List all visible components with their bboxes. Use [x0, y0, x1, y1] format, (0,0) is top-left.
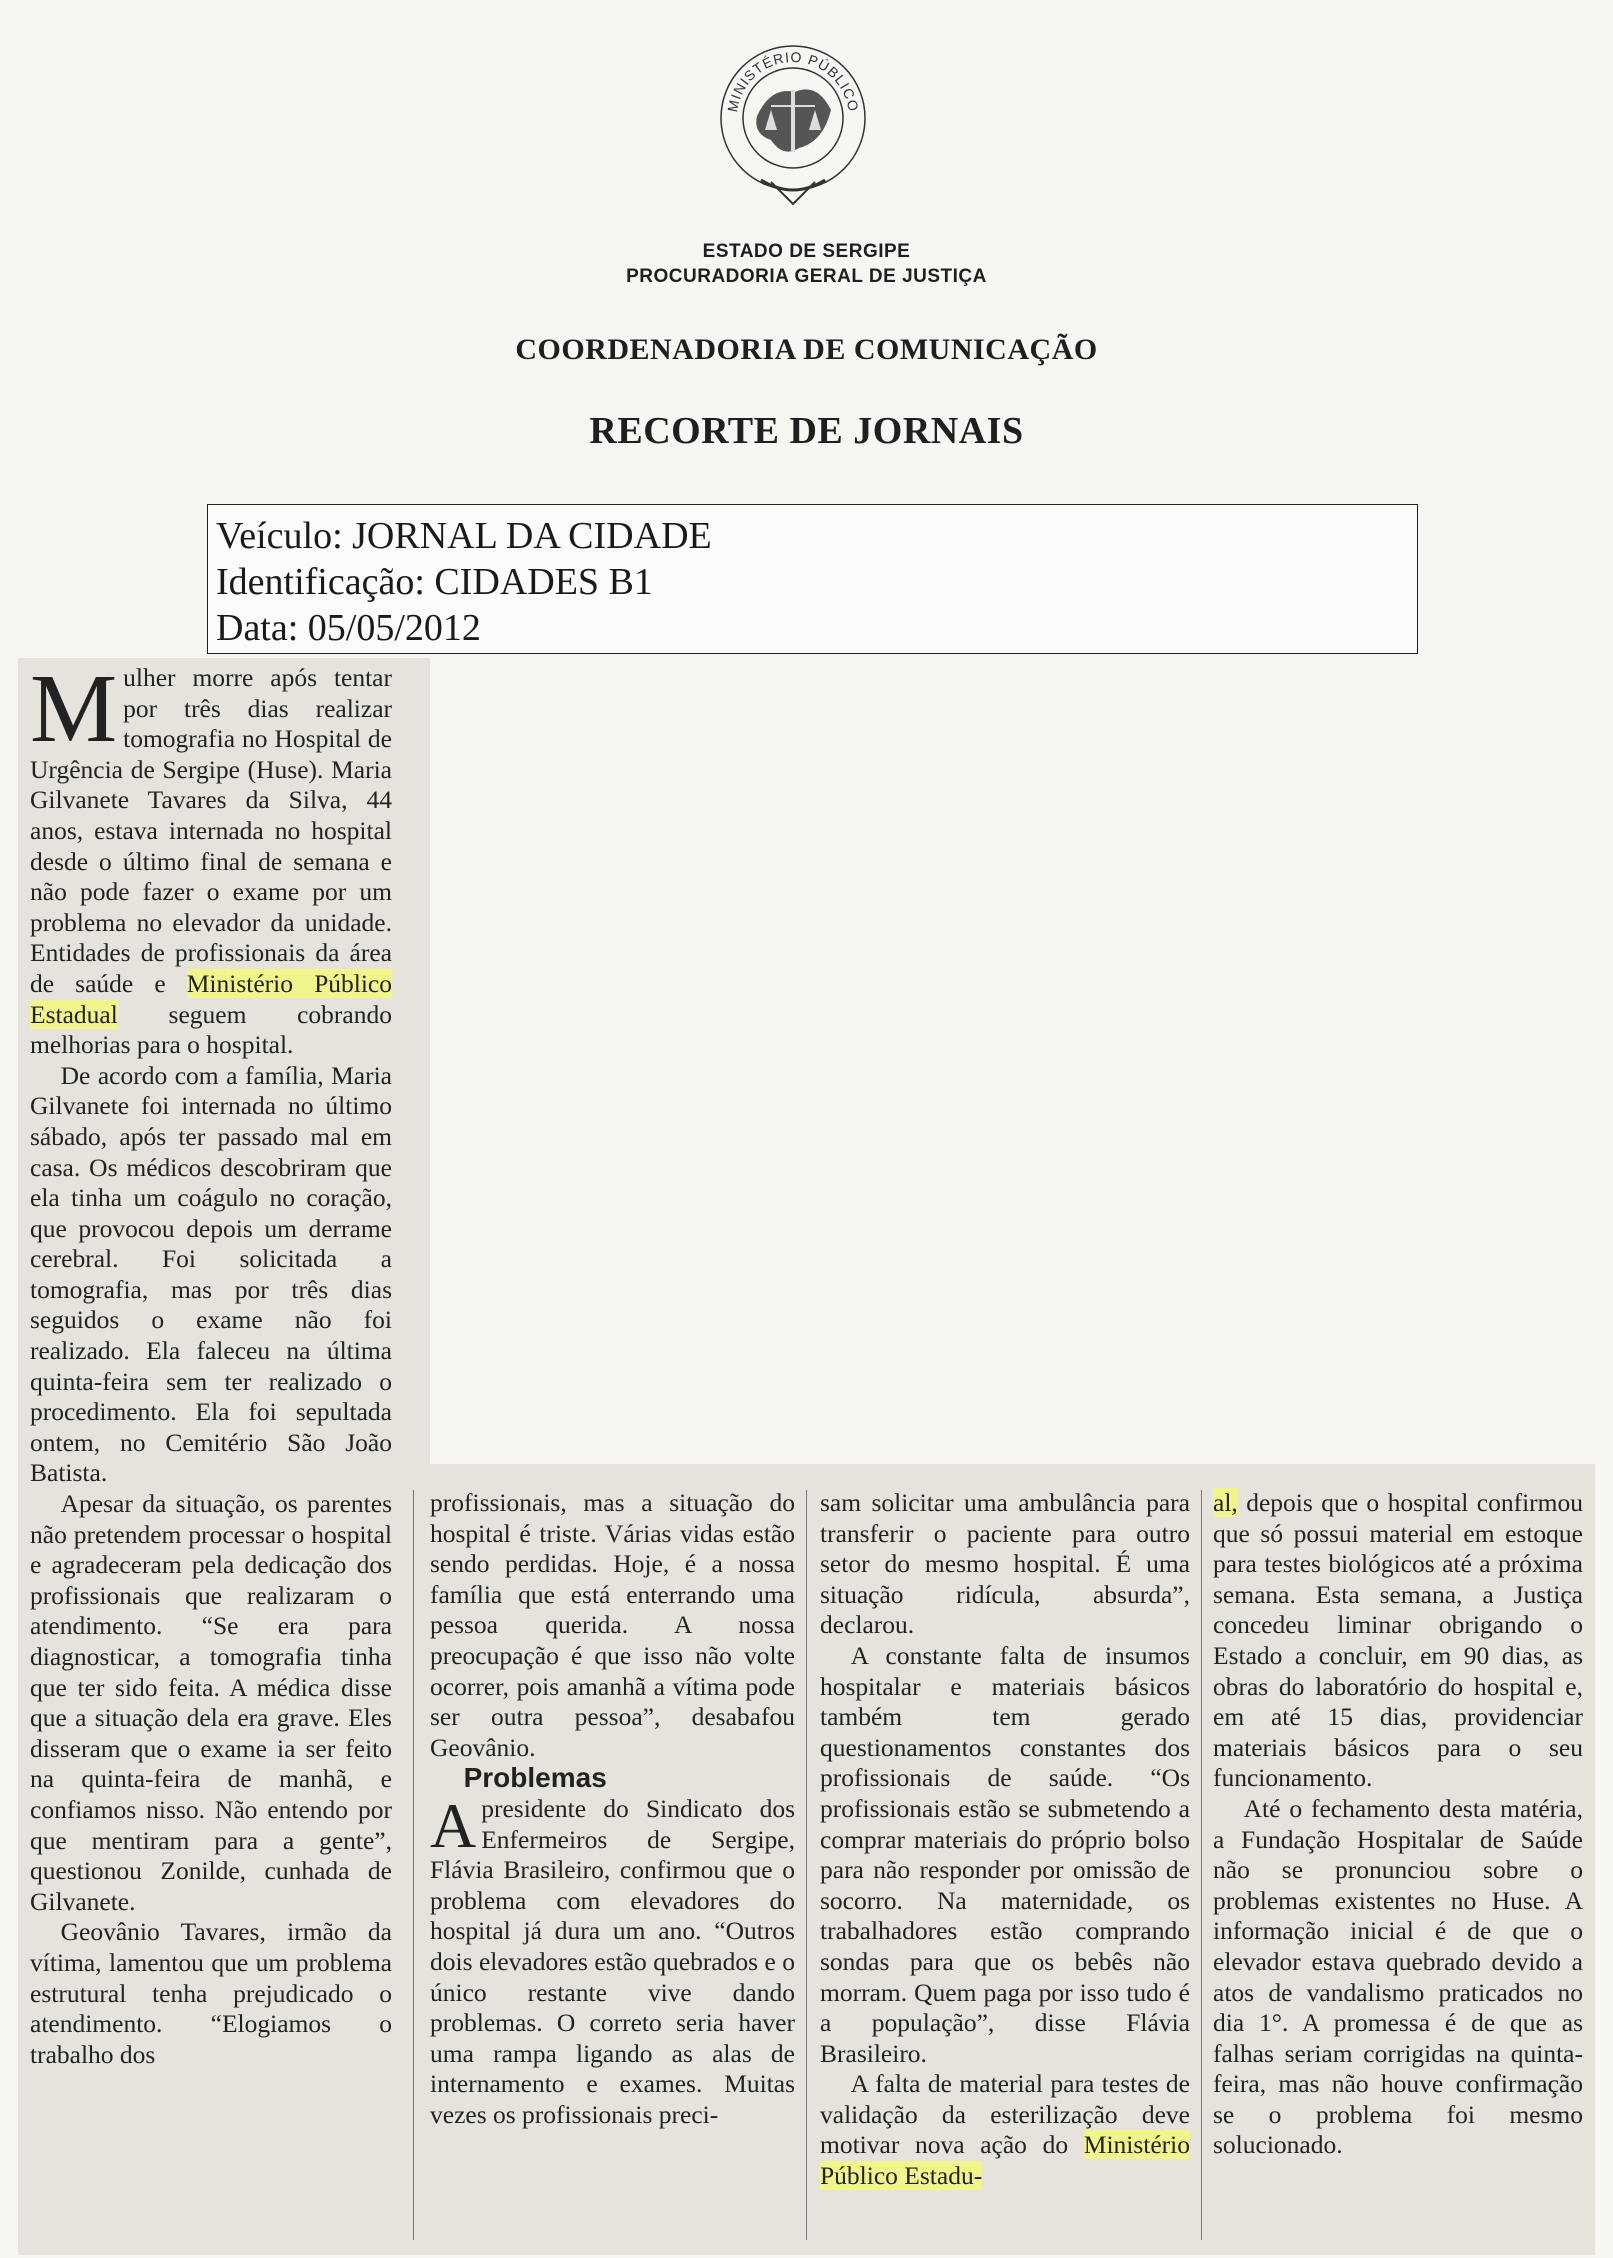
identification-line: Identificação: CIDADES B1 — [216, 561, 653, 603]
ministerio-publico-seal-logo — [713, 30, 873, 210]
article-paragraph: sam solicitar uma ambulância para transferir o paciente para outro setor do mesmo hospital. É uma situação ridícula, absurda”, declarou. — [820, 1488, 1190, 1640]
article-paragraph: Apresidente do Sindicato dos Enfermeiros de Sergipe, Flávia Brasileiro, confirmou que o problema com elevadores do hospital já dura um ano. “Outros dois elevadores estão quebrados e o único restante vive dando problemas. O correto seria haver uma rampa ligando as alas de internamento e exames. Muitas vezes os profissionais preci- — [430, 1789, 795, 2129]
column-rule — [1201, 1490, 1202, 2240]
highlighted-text: al, — [1213, 1488, 1238, 1517]
article-paragraph: A constante falta de insumos hospitalar e materiais básicos também tem gerado questionamentos constantes dos profissionais de saúde. “Os profissionais estão se submetendo a comprar materiais do próprio bolso para não responder por omissão de socorro. Na maternidade, os trabalhadores estão comprando sondas para que os bebês não morram. Quem paga por isso tudo é a população”, disse Flávia Brasileiro. — [820, 1640, 1190, 2068]
department-title: COORDENADORIA DE COMUNICAÇÃO — [515, 333, 1098, 366]
article-column-2 — [430, 1488, 795, 2130]
article-subheading: Problemas — [463, 1762, 607, 1794]
vehicle-line: Veículo: JORNAL DA CIDADE — [216, 515, 712, 557]
highlighted-text: Ministério Público Estadu- — [820, 2130, 1191, 2191]
highlighted-text: Ministério Público Estadual — [30, 968, 392, 1029]
office-name: PROCURADORIA GERAL DE JUSTIÇA — [626, 266, 987, 287]
article-paragraph: Geovânio Tavares, irmão da vítima, lamentou que um problema estrutural tenha prejudicado o atendimento. “Elogiamos o trabalho dos — [30, 1917, 392, 2069]
article-paragraph: Apesar da situação, os parentes não pretendem processar o hospital e agradeceram pela dedicação dos profissionais que realizaram o atendimento. “Se era para diagnosticar, a tomografia tinha que ter sido feita. A médica disse que a situação dela era grave. Eles disseram que o exame ia ser feito na quinta-feira de manhã, e confiamos nisso. Não entendo por que mentiram para a gente”, questionou Zonilde, cunhada de Gilvanete. — [30, 1489, 392, 1916]
clipping-info-box — [207, 504, 1418, 654]
column-rule — [806, 1490, 807, 2240]
column-rule — [413, 1490, 414, 2240]
svg-text:MINISTÉRIO PÚBLICO: MINISTÉRIO PÚBLICO — [724, 48, 862, 114]
article-paragraph: al, depois que o hospital confirmou que só possui material em estoque para testes biológicos até a próxima semana. Esta semana, a Justiça concedeu liminar obrigando o Estado a concluir, em 90 dias, as obras do laboratório do hospital e, em até 15 dias, providenciar materiais básicos para o seu funcionamento. — [1213, 1488, 1583, 1793]
drop-cap: M — [30, 655, 118, 763]
article-paragraph: De acordo com a família, Maria Gilvanete foi internada no último sábado, após ter passado mal em casa. Os médicos descobriram que ela tinha um coágulo no coração, que provocou depois um derrame cerebral. Foi solicitada a tomografia, mas por três dias seguidos o exame não foi realizado. Ela faleceu na última quinta-feira sem ter realizado o procedimento. Ela foi sepultada ontem, no Cemitério São João Batista. — [30, 1060, 392, 1488]
article-paragraph: profissionais, mas a situação do hospital é triste. Várias vidas estão sendo perdidas. Hoje, é a nossa família que está enterrando uma pessoa querida. A nossa preocupação é que isso não volte ocorrer, pois amanhã a vítima pode ser outra pessoa”, desabafou Geovânio. — [430, 1488, 795, 1762]
article-column-1 — [30, 655, 392, 2070]
article-paragraph: Mulher morre após tentar por três dias realizar tomografia no Hospital de Urgência de Sergipe (Huse). Maria Gilvanete Tavares da Silva, 44 anos, estava internada no hospital desde o último final de semana e não pode fazer o exame por um problema no elevador da unidade. Entidades de profissionais da área de saúde e Ministério Público Estadual seguem cobrando melhorias para o hospital. — [30, 655, 392, 1060]
section-title: RECORTE DE JORNAIS — [589, 410, 1024, 452]
article-column-4 — [1213, 1488, 1583, 2161]
article-column-3 — [820, 1488, 1190, 2192]
drop-cap: A — [430, 1789, 477, 1861]
state-name: ESTADO DE SERGIPE — [702, 241, 911, 262]
date-line: Data: 05/05/2012 — [216, 607, 481, 649]
article-paragraph: Até o fechamento desta matéria, a Fundação Hospitalar de Saúde não se pronunciou sobre o problemas existentes no Huse. A informação inicial é de que o elevador estava quebrado devido a atos de vandalismo praticados no dia 1°. A promessa é de que as falhas seriam corrigidas na quinta-feira, mas não houve confirmação se o problema foi mesmo solucionado. — [1213, 1793, 1583, 2160]
article-paragraph: A falta de material para testes de validação da esterilização deve motivar nova ação do Ministério Público Estadu- — [820, 2069, 1191, 2191]
